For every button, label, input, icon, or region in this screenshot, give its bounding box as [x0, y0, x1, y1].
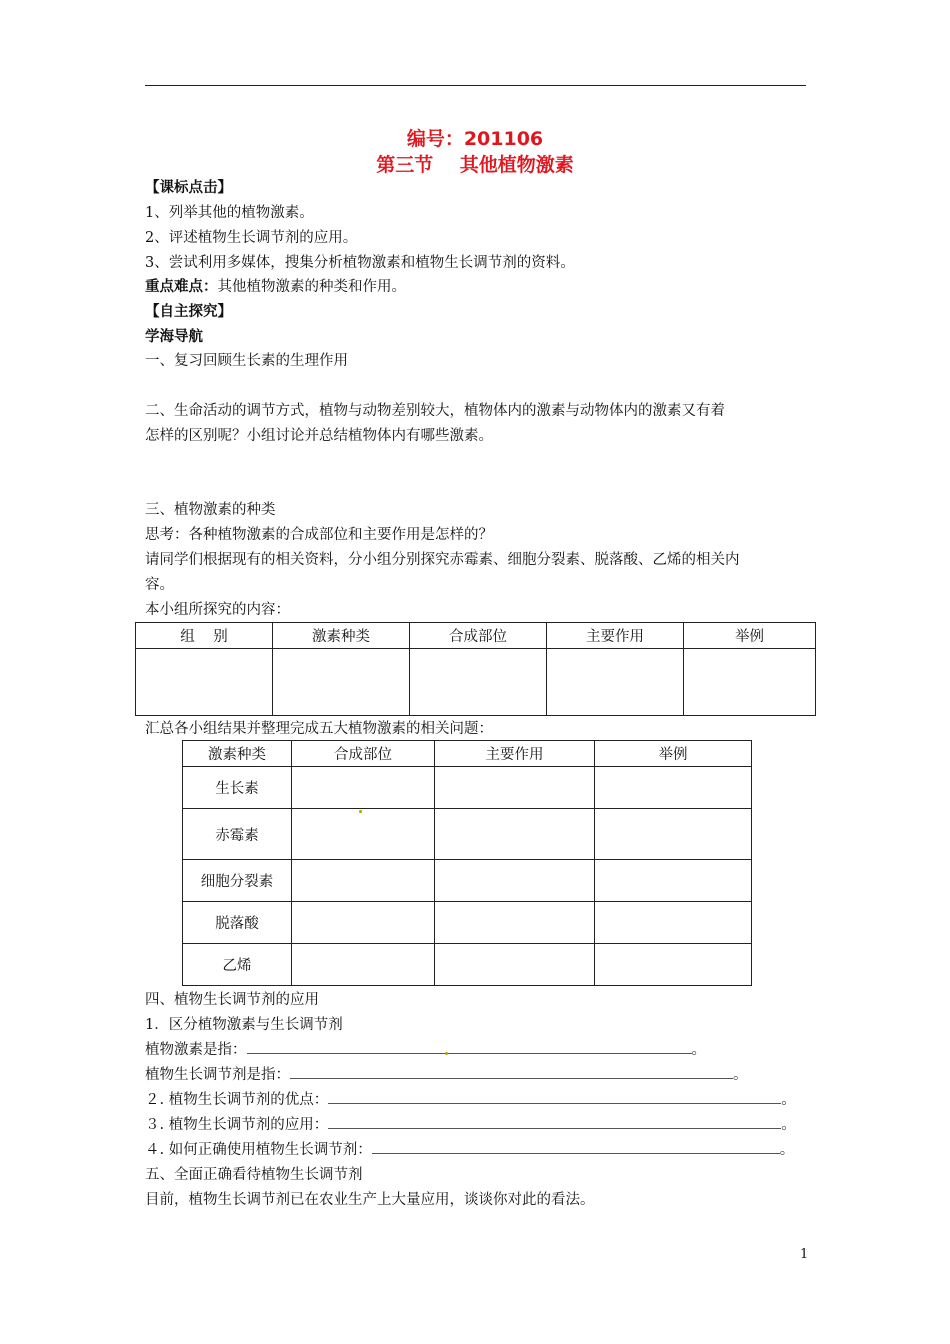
- summary-cell[interactable]: [435, 902, 595, 944]
- summary-cell[interactable]: [595, 809, 752, 860]
- think-prompt: 思考：各种植物激素的合成部位和主要作用是怎样的？: [145, 527, 493, 543]
- summary-table-header: [183, 741, 752, 767]
- fill-regulator-blank[interactable]: [290, 1065, 733, 1079]
- period: 。: [779, 1142, 795, 1158]
- group-header-cell: 主要作用: [547, 623, 684, 649]
- summary-row-label: 细胞分裂素: [183, 860, 292, 902]
- fill-4-row: [145, 1140, 794, 1160]
- stray-dot: [359, 810, 362, 813]
- page-number: 1: [800, 1247, 809, 1262]
- summary-header-cell: 激素种类: [183, 741, 292, 767]
- summary-row-label: 乙烯: [183, 944, 292, 986]
- summary-cell[interactable]: [435, 767, 595, 809]
- fill-4-blank[interactable]: [372, 1140, 780, 1154]
- explore-heading: 【自主探究】: [145, 304, 232, 320]
- question-5-text: 目前，植物生长调节剂已在农业生产上大量应用，谈谈你对此的看法。: [145, 1192, 595, 1208]
- group-cell[interactable]: [273, 649, 410, 716]
- period: 。: [691, 1042, 706, 1058]
- fill-3-label: ３. 植物生长调节剂的应用：: [145, 1117, 329, 1133]
- stray-dot: [445, 1052, 448, 1055]
- serial-number: 编号：201106: [406, 128, 544, 150]
- fill-2-row: [145, 1090, 796, 1110]
- summary-cell[interactable]: [595, 860, 752, 902]
- summary-header-cell: 举例: [595, 741, 752, 767]
- summary-row-label: 生长素: [183, 767, 292, 809]
- group-cell[interactable]: [547, 649, 684, 716]
- fill-regulator-row: [145, 1065, 748, 1085]
- question-5: 五、全面正确看待植物生长调节剂: [145, 1167, 363, 1183]
- summary-cell[interactable]: [292, 902, 435, 944]
- group-cell[interactable]: [410, 649, 547, 716]
- group-header-cell: 合成部位: [410, 623, 547, 649]
- objective-3: 3、尝试利用多媒体，搜集分析植物激素和植物生长调节剂的资料。: [145, 255, 575, 271]
- group-header-cell: 组 别: [136, 623, 273, 649]
- summary-header-cell: 主要作用: [435, 741, 595, 767]
- fill-2-label: ２. 植物生长调节剂的优点：: [145, 1092, 329, 1108]
- period: 。: [733, 1067, 748, 1083]
- summary-table: [182, 740, 752, 986]
- fill-3-blank[interactable]: [328, 1115, 781, 1129]
- summary-cell[interactable]: [595, 767, 752, 809]
- summary-cell[interactable]: [435, 860, 595, 902]
- summary-row: [183, 860, 752, 902]
- question-4: 四、植物生长调节剂的应用: [145, 992, 319, 1008]
- summary-row: [183, 944, 752, 986]
- question-2-line-1: 二、生命活动的调节方式，植物与动物差别较大，植物体内的激素与动物体内的激素又有着: [145, 403, 725, 419]
- instruction-line-2: 容。: [145, 577, 174, 593]
- period: 。: [781, 1092, 796, 1108]
- summary-cell[interactable]: [435, 944, 595, 986]
- summary-row: [183, 902, 752, 944]
- group-cell[interactable]: [136, 649, 273, 716]
- standard-heading: 【课标点击】: [145, 180, 232, 196]
- objective-2: 2、评述植物生长调节剂的应用。: [145, 230, 358, 246]
- summary-cell[interactable]: [292, 860, 435, 902]
- question-4-1: 1．区分植物激素与生长调节剂: [145, 1017, 343, 1033]
- summary-cell[interactable]: [292, 944, 435, 986]
- summary-cell[interactable]: [595, 902, 752, 944]
- summary-cell[interactable]: [595, 944, 752, 986]
- group-table: [135, 622, 816, 716]
- summary-cell[interactable]: [292, 809, 435, 860]
- key-points: [145, 277, 406, 297]
- page-title: 第三节 其他植物激素: [376, 154, 574, 176]
- fill-hormone-blank[interactable]: [247, 1040, 692, 1054]
- group-header-cell: 激素种类: [273, 623, 410, 649]
- group-content-label: 本小组所探究的内容：: [145, 602, 290, 618]
- summary-row: [183, 767, 752, 809]
- key-label: 重点难点：: [145, 279, 218, 295]
- nav-heading: 学海导航: [145, 329, 203, 345]
- group-table-row: [136, 649, 816, 716]
- summary-cell[interactable]: [292, 767, 435, 809]
- period: 。: [781, 1117, 796, 1133]
- summary-header-cell: 合成部位: [292, 741, 435, 767]
- fill-hormone-label: 植物激素是指：: [145, 1042, 247, 1058]
- summary-row-label: 赤霉素: [183, 809, 292, 860]
- question-3: 三、植物激素的种类: [145, 502, 276, 518]
- question-1: 一、复习回顾生长素的生理作用: [145, 353, 348, 369]
- objective-1: 1、列举其他的植物激素。: [145, 205, 314, 221]
- key-text: 其他植物激素的种类和作用。: [217, 279, 406, 295]
- group-table-header: [136, 623, 816, 649]
- fill-3-row: [145, 1115, 796, 1135]
- summary-intro: 汇总各小组结果并整理完成五大植物激素的相关问题：: [145, 721, 493, 737]
- fill-4-label: ４. 如何正确使用植物生长调节剂：: [145, 1142, 372, 1158]
- fill-regulator-label: 植物生长调节剂是指：: [145, 1067, 290, 1083]
- summary-row: [183, 809, 752, 860]
- question-2-line-2: 怎样的区别呢？小组讨论并总结植物体内有哪些激素。: [145, 428, 493, 444]
- header-rule: [145, 85, 806, 86]
- instruction-line-1: 请同学们根据现有的相关资料，分小组分别探究赤霉素、细胞分裂素、脱落酸、乙烯的相关内: [145, 552, 740, 568]
- fill-2-blank[interactable]: [328, 1090, 781, 1104]
- group-header-cell: 举例: [684, 623, 816, 649]
- fill-hormone-row: [145, 1040, 706, 1060]
- summary-row-label: 脱落酸: [183, 902, 292, 944]
- summary-cell[interactable]: [435, 809, 595, 860]
- group-cell[interactable]: [684, 649, 816, 716]
